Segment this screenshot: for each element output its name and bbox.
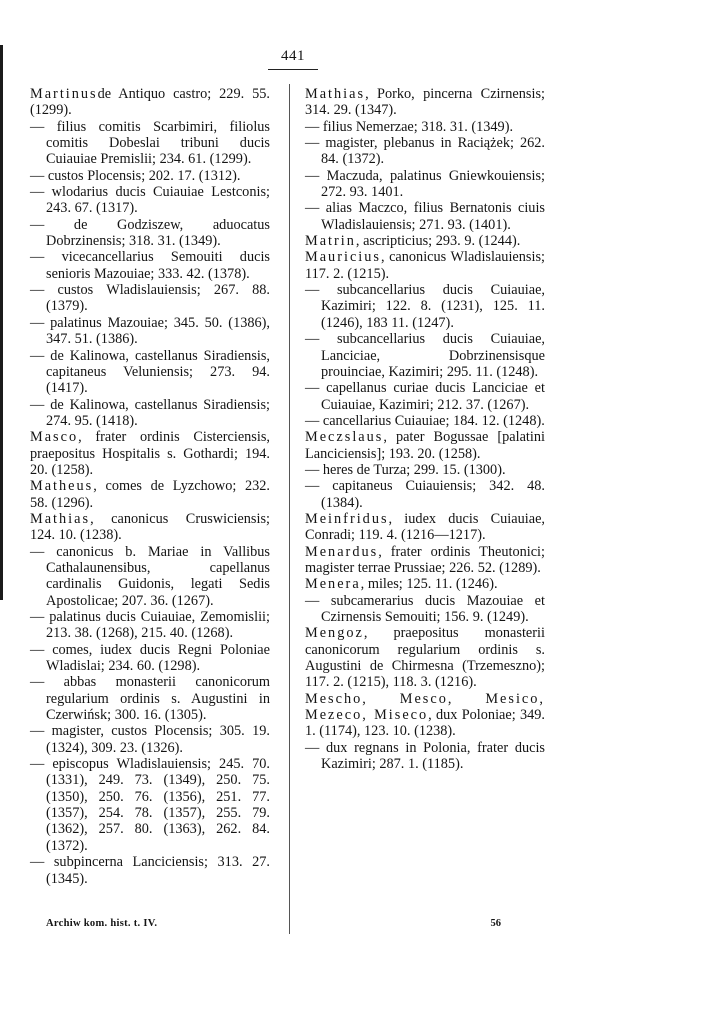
entry-text: — episcopus Wladislauiensis; 245. 70. (1331), 249. 73. (1349), 250. 75. (1350), 250. 76. (1356), 251. 77. (1357), 254. 78. (1357), 255. 79. (1362), 257. 80. (1363), 262. 84. (1372). xyxy=(30,756,270,854)
index-subentry xyxy=(305,168,545,201)
index-entry xyxy=(305,86,545,119)
entry-headword: Mathias xyxy=(305,86,366,102)
index-entry xyxy=(305,576,545,592)
binding-edge-mark xyxy=(0,45,3,600)
index-subentry xyxy=(30,315,270,348)
page-number: 441 xyxy=(281,48,305,64)
entry-text: — cancellarius Cuiauiae; 184. 12. (1248). xyxy=(305,412,545,429)
page-footer xyxy=(46,918,501,934)
index-subentry xyxy=(305,200,545,233)
entry-text: — de Kalinowa, castellanus Siradiensis; 274. 95. (1418). xyxy=(30,396,270,429)
index-subentry xyxy=(30,674,270,723)
index-subentry xyxy=(30,348,270,397)
index-subentry xyxy=(30,217,270,250)
entry-text: — heres de Turza; 299. 15. (1300). xyxy=(305,461,506,478)
entry-text: — magister, custos Plocensis; 305. 19. (1324), 309. 23. (1326). xyxy=(30,723,270,756)
index-entry xyxy=(30,429,270,478)
entry-headword: Mengoz xyxy=(305,625,364,642)
index-entry xyxy=(305,429,545,462)
index-subentry xyxy=(30,282,270,315)
entry-headword: Mescho, Mesco, Mesico, Mezeco, Miseco xyxy=(305,690,545,724)
entry-text: — comes, iudex ducis Regni Poloniae Wladislai; 234. 60. (1298). xyxy=(30,641,270,675)
index-entry xyxy=(30,86,270,119)
index-subentry xyxy=(30,249,270,282)
entry-text: — filius comitis Scarbimiri, filiolus comitis Dobeslai tribuni ducis Cuiauiae Premislii; 234. 61. (1299). xyxy=(30,118,270,168)
entry-headword: Mathias xyxy=(30,510,91,527)
index-subentry xyxy=(305,282,545,331)
entry-text: — subcancellarius ducis Cuiauiae, Kazimiri; 122. 8. (1231), 125. 11. (1246), 183 11. (1247). xyxy=(305,282,545,331)
entry-text: , canonicus Cruswiciensis; 124. 10. (1238). xyxy=(30,510,270,544)
entry-text: — wlodarius ducis Cuiauiae Lestconis; 243. 67. (1317). xyxy=(30,184,270,217)
entry-headword: Martinus xyxy=(30,86,98,102)
index-entry xyxy=(305,691,545,740)
entry-text: — Maczuda, palatinus Gniewkouiensis; 272. 93. 1401. xyxy=(305,167,545,201)
entry-text: — palatinus ducis Cuiauiae, Zemomislii; 213. 38. (1268), 215. 40. (1268). xyxy=(30,609,270,642)
page-number-rule xyxy=(268,69,318,70)
entry-headword: Menardus xyxy=(305,543,379,560)
index-column-right xyxy=(305,86,545,772)
entry-headword: Matheus xyxy=(30,478,94,495)
index-subentry xyxy=(305,119,545,135)
entry-text: — abbas monasterii canonicorum regularium ordinis s. Augustini in Czerwińsk; 300. 16. (1305). xyxy=(30,674,270,724)
footer-signature: Archiw kom. hist. t. IV. xyxy=(46,918,158,929)
index-subentry xyxy=(305,413,545,429)
entry-headword: Meczslaus xyxy=(305,429,384,446)
entry-text: — subcamerarius ducis Mazouiae et Czirnensis Semouiti; 156. 9. (1249). xyxy=(305,592,545,625)
entry-text: de Antiquo castro; 229. 55. (1299). xyxy=(30,86,270,119)
index-entry xyxy=(305,511,545,544)
entry-text: — subcancellarius ducis Cuiauiae, Lanciciae, Dobrzinensisque prouinciae, Kazimiri; 295. 11. (1248). xyxy=(305,331,545,380)
index-entry xyxy=(305,249,545,282)
index-entry xyxy=(305,233,545,249)
entry-headword: Masco xyxy=(30,429,79,446)
footer-sheet-number: 56 xyxy=(490,918,501,929)
entry-text: — capellanus curiae ducis Lanciciae et Cuiauiae, Kazimiri; 212. 37. (1267). xyxy=(305,380,545,413)
entry-text: — filius Nemerzae; 318. 31. (1349). xyxy=(305,118,514,135)
entry-text: , Porko, pincerna Czirnensis; 314. 29. (1347). xyxy=(305,86,545,119)
entry-text: — vicecancellarius Semouiti ducis senioris Mazouiae; 333. 42. (1378). xyxy=(30,249,270,282)
index-subentry xyxy=(305,331,545,380)
entry-text: — magister, plebanus in Raciążek; 262. 84. (1372). xyxy=(305,135,545,168)
index-subentry xyxy=(305,740,545,773)
entry-text: — de Godziszew, aduocatus Dobrzinensis; 318. 31. (1349). xyxy=(30,216,270,250)
entry-headword: Matrin xyxy=(305,233,356,250)
entry-text: , iudex ducis Cuiauiae, Conradi; 119. 4. (1216—1217). xyxy=(305,510,545,544)
entry-text: — dux regnans in Polonia, frater ducis Kazimiri; 287. 1. (1185). xyxy=(305,739,545,773)
entry-text: — custos Wladislauiensis; 267. 88. (1379). xyxy=(30,282,270,315)
entry-text: , comes de Lyzchowo; 232. 58. (1296). xyxy=(30,478,270,511)
index-subentry xyxy=(305,478,545,511)
index-entry xyxy=(305,625,545,690)
index-entry xyxy=(305,544,545,577)
entry-text: — alias Maczco, filius Bernatonis ciuis Wladislauiensis; 271. 93. (1401). xyxy=(305,200,545,233)
index-subentry xyxy=(305,593,545,626)
index-column-left xyxy=(30,86,270,887)
entry-text: — palatinus Mazouiae; 345. 50. (1386), 347. 51. (1386). xyxy=(30,314,270,348)
index-entry xyxy=(30,478,270,511)
index-subentry xyxy=(30,642,270,675)
index-subentry xyxy=(30,184,270,217)
index-subentry xyxy=(30,397,270,430)
entry-text: — custos Plocensis; 202. 17. (1312). xyxy=(30,167,241,184)
index-subentry xyxy=(30,119,270,168)
index-entry xyxy=(30,511,270,544)
column-divider xyxy=(289,84,290,934)
index-subentry xyxy=(30,854,270,887)
index-subentry xyxy=(305,380,545,413)
index-subentry xyxy=(30,168,270,184)
entry-text: , frater ordinis Theutonici; magister terrae Prussiae; 226. 52. (1289). xyxy=(305,543,545,576)
entry-text: , ascripticius; 293. 9. (1244). xyxy=(355,233,521,250)
entry-text: — subpincerna Lanciciensis; 313. 27. (1345). xyxy=(30,854,270,887)
index-subentry xyxy=(30,544,270,609)
index-subentry xyxy=(30,723,270,756)
entry-text: — capitaneus Cuiauiensis; 342. 48. (1384). xyxy=(305,478,545,511)
index-subentry xyxy=(30,756,270,854)
entry-headword: Meinfridus xyxy=(305,510,389,527)
entry-headword: Menera xyxy=(305,576,361,593)
entry-text: — de Kalinowa, castellanus Siradiensis, capitaneus Veluniensis; 273. 94. (1417). xyxy=(30,347,270,397)
entry-text: — canonicus b. Mariae in Vallibus Cathalaunensibus, capellanus cardinalis Guidonis, legati Sedis Apostolicae; 207. 36. (1267). xyxy=(30,543,270,609)
entry-text: , dux Poloniae; 349. 1. (1174), 123. 10. (1238). xyxy=(305,707,545,740)
entry-text: , pater Bogussae [palatini Lanciciensis]; 193. 20. (1258). xyxy=(305,429,545,462)
index-subentry xyxy=(305,135,545,168)
entry-text: , miles; 125. 11. (1246). xyxy=(360,576,498,593)
entry-headword: Mauricius xyxy=(305,249,381,266)
entry-text: , praepositus monasterii canonicorum regularium ordinis s. Augustini de Chirmesna (Trzemeszno); 117. 2. (1215), 118. 3. (1216). xyxy=(305,625,545,691)
entry-text: , frater ordinis Cisterciensis, praepositus Hospitalis s. Gothardi; 194. 20. (1258). xyxy=(30,429,270,478)
index-subentry xyxy=(30,609,270,642)
index-subentry xyxy=(305,462,545,478)
entry-text: , canonicus Wladislauiensis; 117. 2. (1215). xyxy=(305,249,545,282)
